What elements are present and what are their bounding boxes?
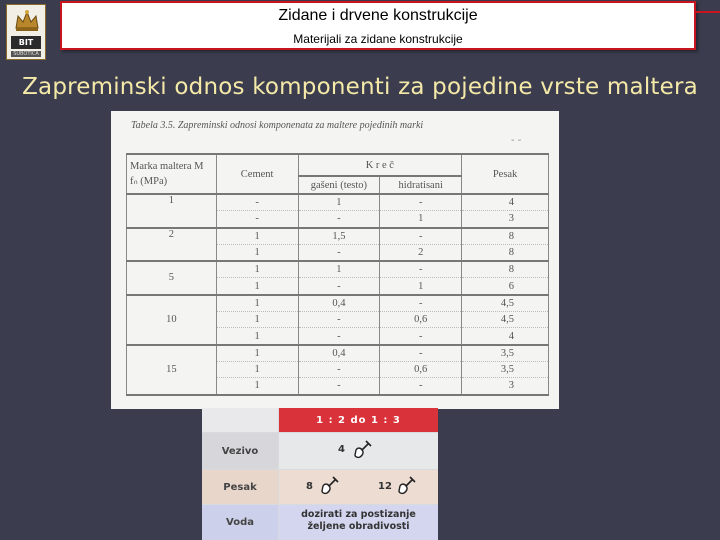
header-accent-line [696, 11, 720, 13]
slide-title: Zapreminski odnos komponenti za pojedine vrste maltera [22, 74, 698, 100]
header-marka: Marka maltera M fₙ (MPa) [127, 154, 217, 194]
marka-cell: 1 [127, 194, 217, 228]
header-subtitle: Materijali za zidane konstrukcije [293, 32, 463, 46]
voda-label: Voda [226, 517, 254, 528]
table-cell: - [298, 278, 380, 295]
table-cell: 1 [216, 278, 298, 295]
ratio-table [202, 408, 438, 540]
shovel-icon [319, 474, 341, 496]
table-cell: 1 [216, 228, 298, 245]
header-title: Zidane i drvene konstrukcije [278, 7, 478, 24]
row-label-vezivo [202, 433, 278, 469]
marka-cell: 15 [127, 345, 217, 395]
table-cell: 3,5 [462, 361, 549, 377]
table-cell: 1 [216, 244, 298, 261]
table-row [127, 261, 549, 278]
scanned-table [111, 111, 559, 409]
table-cell: 1 [216, 361, 298, 377]
marka-cell: 2 [127, 228, 217, 262]
table-cell: 3 [462, 211, 549, 228]
table-cell: 0,6 [380, 312, 462, 328]
table-cell: 0,4 [298, 295, 380, 312]
row-label-pesak [202, 470, 278, 504]
table-cell: 1 [298, 194, 380, 211]
logo-mark: BIT [11, 36, 41, 49]
row-label-voda [202, 505, 278, 540]
institution-logo [6, 4, 46, 60]
table-cell: 1,5 [298, 228, 380, 245]
shovel-icon [396, 474, 418, 496]
marka-cell: 10 [127, 295, 217, 345]
table-cell: - [298, 211, 380, 228]
table-cell: - [216, 211, 298, 228]
table-row [127, 295, 549, 312]
table-cell: 4 [462, 194, 549, 211]
scan-mark: - - [511, 135, 522, 146]
table-cell: - [380, 345, 462, 362]
ratio-header: 1 : 2 do 1 : 3 [279, 408, 438, 432]
pesak-value-b: 12 [378, 481, 392, 492]
vezivo-value-cell [279, 433, 438, 469]
table-cell: 4,5 [462, 295, 549, 312]
table-cell: 1 [216, 261, 298, 278]
voda-note-line1: dozirati za postizanje [301, 509, 416, 520]
table-cell: - [216, 194, 298, 211]
header-pesak: Pesak [462, 154, 549, 194]
table-cell: 1 [216, 312, 298, 328]
table-cell: 1 [216, 328, 298, 345]
table-cell: 3 [462, 378, 549, 395]
table-cell: 1 [216, 378, 298, 395]
table-cell: 0,4 [298, 345, 380, 362]
header-cement: Cement [216, 154, 298, 194]
table-cell: 8 [462, 244, 549, 261]
table-cell: - [298, 312, 380, 328]
table-caption: Tabela 3.5. Zapreminski odnosi komponenata za maltere pojedinih marki [131, 120, 424, 131]
table-cell: 4,5 [462, 312, 549, 328]
table-row [127, 345, 549, 362]
table-row [127, 194, 549, 211]
header-krec: K r e č [298, 154, 462, 176]
table-cell: - [380, 261, 462, 278]
table-cell: 1 [216, 295, 298, 312]
table-cell: 1 [216, 345, 298, 362]
marka-cell: 5 [127, 261, 217, 295]
logo-subtext: SUBOTICA [11, 51, 41, 57]
shovel-icon [352, 438, 374, 460]
vezivo-label: Vezivo [221, 445, 259, 457]
table-cell: - [380, 328, 462, 345]
table-cell: 6 [462, 278, 549, 295]
table-cell: - [298, 244, 380, 261]
table-cell: 0,6 [380, 361, 462, 377]
pesak-label: Pesak [223, 481, 257, 493]
table-cell: - [380, 378, 462, 395]
ratio-corner [202, 408, 278, 432]
table-cell: 1 [380, 278, 462, 295]
pesak-value-a: 8 [306, 481, 313, 492]
table-cell: 3,5 [462, 345, 549, 362]
table-cell: 2 [380, 244, 462, 261]
table-cell: 4 [462, 328, 549, 345]
table-row [127, 228, 549, 245]
table-cell: 8 [462, 261, 549, 278]
voda-value-cell [279, 505, 438, 540]
table-cell: - [298, 328, 380, 345]
header-box [60, 1, 696, 50]
table-cell: - [298, 361, 380, 377]
vezivo-value: 4 [338, 444, 345, 455]
header-hidratisani: hidratisani [380, 176, 462, 194]
table-cell: 8 [462, 228, 549, 245]
table-cell: - [298, 378, 380, 395]
table-cell: 1 [380, 211, 462, 228]
mortar-composition-table [126, 153, 549, 396]
table-cell: - [380, 295, 462, 312]
header-gaseni: gašeni (testo) [298, 176, 380, 194]
pesak-value-cell [279, 470, 438, 504]
logo-crest-icon [14, 8, 40, 32]
table-cell: - [380, 228, 462, 245]
table-cell: 1 [298, 261, 380, 278]
voda-note-line2: željene obradivosti [307, 521, 410, 532]
table-cell: - [380, 194, 462, 211]
